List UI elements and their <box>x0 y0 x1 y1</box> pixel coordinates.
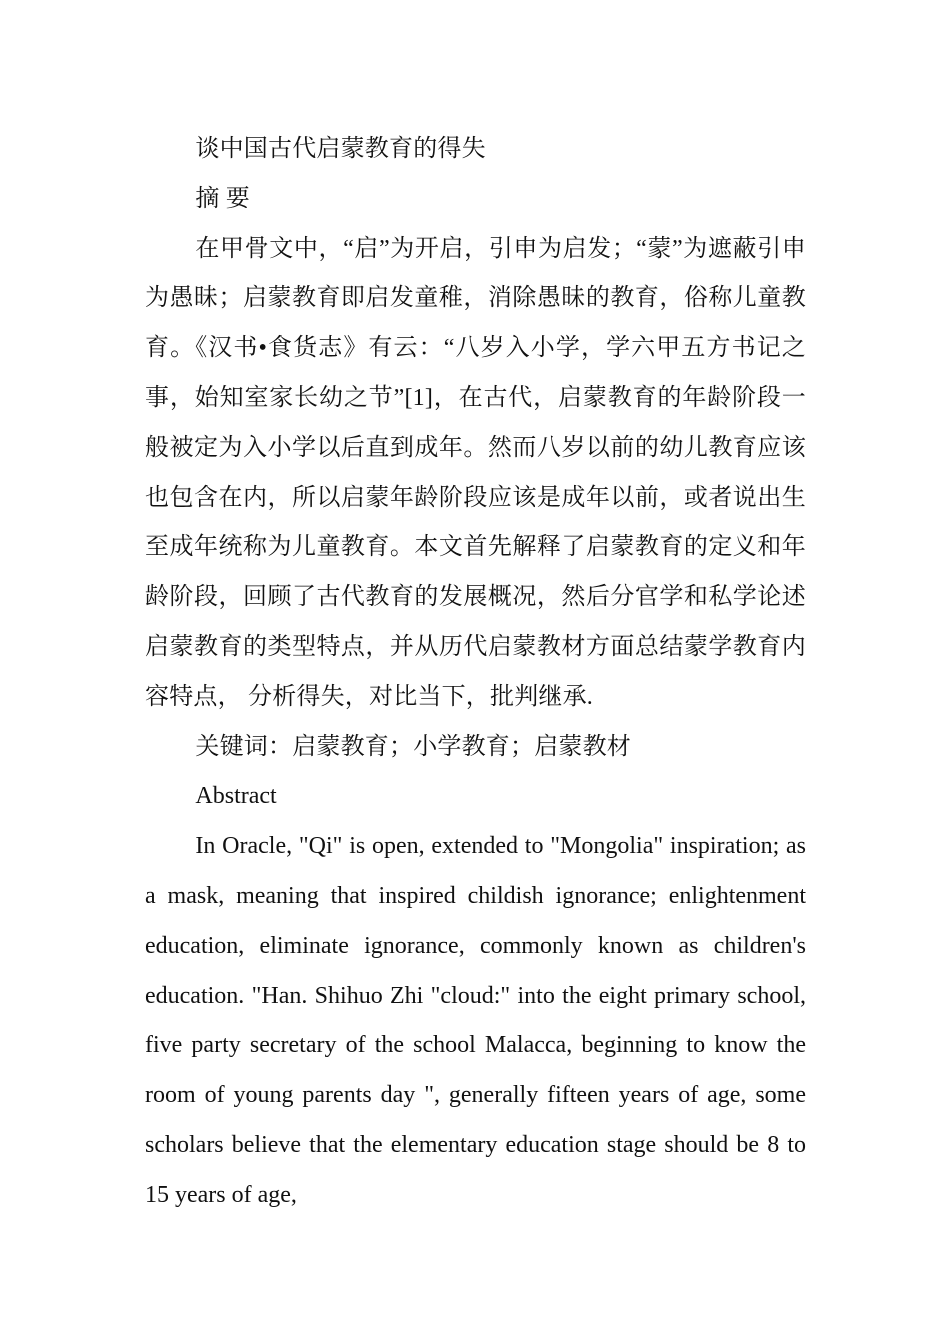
abstract-english-heading: Abstract <box>195 783 277 810</box>
abstract-chinese-paragraph: 在甲骨文中，“启”为开启，引申为启发；“蒙”为遮蔽引申为愚昧；启蒙教育即启发童稚，消除愚昧的教育，俗称儿童教育。《汉书•食货志》有云：“八岁入小学，学六甲五方书记之事，始知室家长幼之节”[1]，在古代，启蒙教育的年龄阶段一般被定为入小学以后直到成年。然而八岁以前的幼儿教育应该也包含在内，所以启蒙年龄阶段应该是成年以前，或者说出生至成年统称为儿童教育。本文首先解释了启蒙教育的定义和年龄阶段，回顾了古代教育的发展概况，然后分官学和私学论述启蒙教育的类型特点，并从历代启蒙教材方面总结蒙学教育内容特点， 分析得失，对比当下，批判继承. <box>145 235 806 710</box>
abstract-english-paragraph: In Oracle, "Qi" is open, extended to "Mongolia" inspiration; as a mask, meaning that inspired childish ignorance; enlightenment education, eliminate ignorance, commonly known as children's education. "Han. Shihuo Zhi "cloud:" into the eight primary school, five party secretary of the school Malacca, beginning to know the room of young parents day ", generally fifteen years of age, some scholars believe that the elementary education stage should be 8 to 15 years of age, <box>145 833 806 1208</box>
document-body <box>145 125 806 1221</box>
document-title: 谈中国古代启蒙教育的得失 <box>195 136 486 162</box>
keywords-line: 关键词：启蒙教育；小学教育；启蒙教材 <box>195 733 631 760</box>
abstract-heading: 摘 要 <box>195 185 250 212</box>
